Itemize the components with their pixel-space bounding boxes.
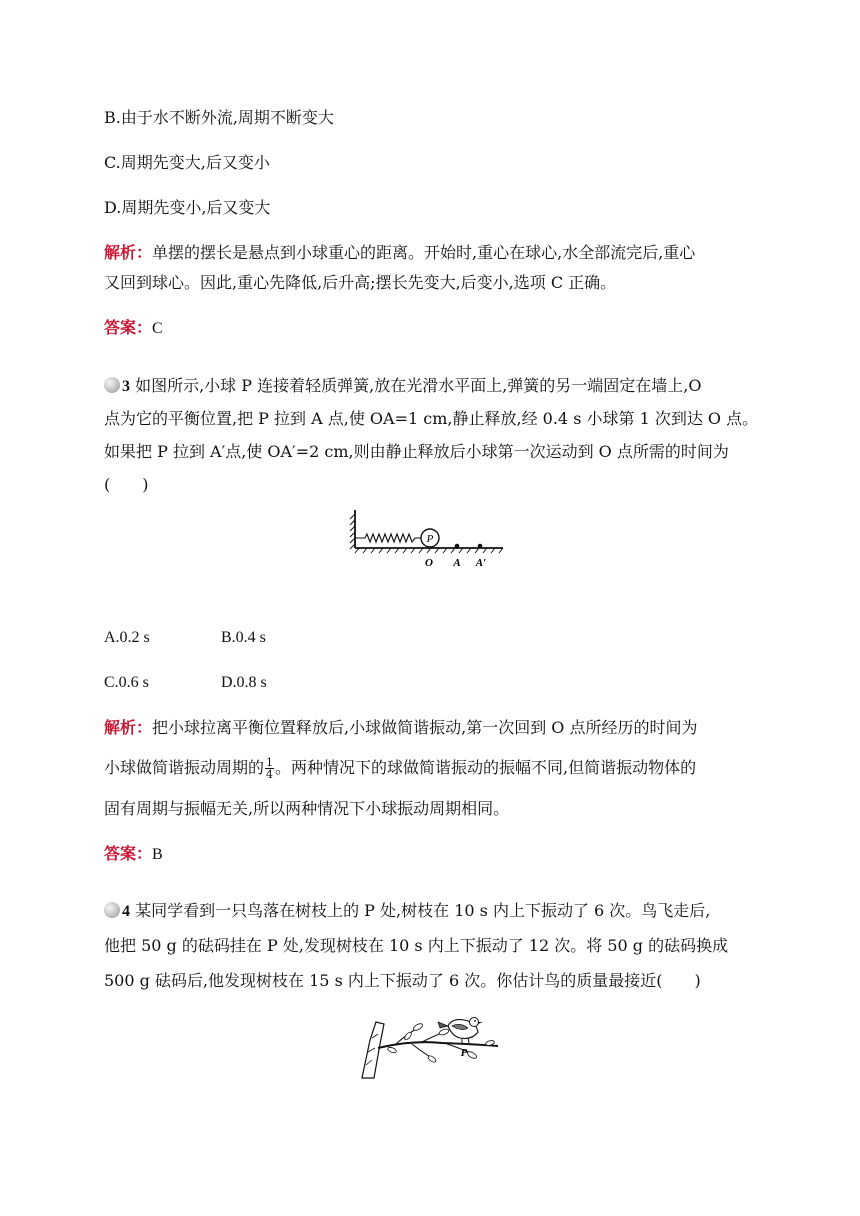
fraction-denominator: 4 bbox=[266, 768, 274, 781]
option-d: D.周期先变小,后又变大 bbox=[104, 198, 271, 217]
q3-option-c: C.0.6 s bbox=[104, 674, 149, 691]
q3-stem-line2: 点为它的平衡位置,把 P 拉到 A 点,使 OA=1 cm,静止释放,经 0.4 s 小球第 1 次到达 O 点。 bbox=[104, 409, 759, 428]
analysis-q3-line2 bbox=[104, 757, 696, 780]
analysis-text-post: 。两种情况下的球做简谐振动的振幅不同,但简谐振动物体的 bbox=[275, 758, 697, 777]
q3-option-a: A.0.2 s bbox=[104, 629, 150, 646]
analysis-q2-line1 bbox=[104, 242, 695, 264]
question-bullet-icon bbox=[104, 902, 120, 918]
q3-stem-line3: 如果把 P 拉到 A′点,使 OA′=2 cm,则由静止释放后小球第一次运动到 O 点所需的时间为 bbox=[104, 442, 729, 461]
question-number: 3 bbox=[122, 378, 130, 395]
label-a: A bbox=[453, 557, 461, 569]
label-o: O bbox=[425, 557, 433, 569]
label-a-prime: A′ bbox=[475, 557, 487, 569]
tree-trunk bbox=[362, 1022, 384, 1078]
answer-q2 bbox=[104, 317, 163, 340]
question-number: 4 bbox=[122, 903, 130, 920]
point-a-prime bbox=[478, 544, 483, 549]
question-bullet-icon bbox=[104, 377, 120, 393]
q4-stem-line2: 他把 50 g 的砝码挂在 P 处,发现树枝在 10 s 内上下振动了 12 次。将 50 g 的砝码换成 bbox=[104, 936, 729, 955]
analysis-label: 解析： bbox=[104, 243, 153, 262]
q4-stem-line1 bbox=[104, 900, 710, 923]
analysis-q3-line1 bbox=[104, 717, 697, 739]
option-c: C.周期先变大,后又变小 bbox=[104, 153, 270, 172]
fraction-one-quarter bbox=[265, 757, 274, 780]
answer-q3 bbox=[104, 843, 163, 866]
point-a bbox=[455, 544, 460, 549]
analysis-text: 把小球拉离平衡位置释放后,小球做简谐振动,第一次回到 O 点所经历的时间为 bbox=[152, 718, 698, 737]
analysis-label: 解析： bbox=[104, 718, 153, 737]
answer-value: C bbox=[152, 320, 163, 337]
answer-value: B bbox=[152, 846, 163, 863]
q3-stem-text: 如图所示,小球 P 连接着轻质弹簧,放在光滑水平面上,弹簧的另一端固定在墙上,O bbox=[135, 376, 702, 395]
tree-branch bbox=[378, 1042, 498, 1048]
branch-bird-figure bbox=[352, 1010, 504, 1082]
option-b: B.由于水不断外流,周期不断变大 bbox=[104, 108, 334, 127]
fraction-numerator: 1 bbox=[266, 756, 274, 769]
ball-label: P bbox=[426, 533, 434, 545]
q4-stem-line3: 500 g 砝码后,他发现树枝在 15 s 内上下振动了 6 次。你估计鸟的质量最接近( ) bbox=[104, 971, 701, 990]
answer-label: 答案： bbox=[104, 318, 153, 337]
q3-stem-line4: ( ) bbox=[104, 475, 149, 494]
analysis-text-pre: 小球做简谐振动周期的 bbox=[104, 758, 265, 777]
answer-label: 答案： bbox=[104, 844, 153, 863]
analysis-text: 单摆的摆长是悬点到小球重心的距离。开始时,重心在球心,水全部流完后,重心 bbox=[152, 243, 696, 262]
analysis-q3-line3: 固有周期与振幅无关,所以两种情况下小球振动周期相同。 bbox=[104, 799, 510, 818]
q4-stem-text: 某同学看到一只鸟落在树枝上的 P 处,树枝在 10 s 内上下振动了 6 次。鸟飞走后, bbox=[135, 901, 711, 920]
q3-stem-line1 bbox=[104, 375, 702, 398]
q3-option-d: D.0.8 s bbox=[221, 674, 267, 691]
label-p: P bbox=[460, 1047, 468, 1059]
analysis-q2-line2: 又回到球心。因此,重心先降低,后升高;摆长先变大,后变小,选项 C 正确。 bbox=[104, 273, 617, 292]
spring-ball-figure bbox=[345, 506, 510, 570]
q3-option-b: B.0.4 s bbox=[221, 629, 266, 646]
spring bbox=[355, 534, 421, 542]
